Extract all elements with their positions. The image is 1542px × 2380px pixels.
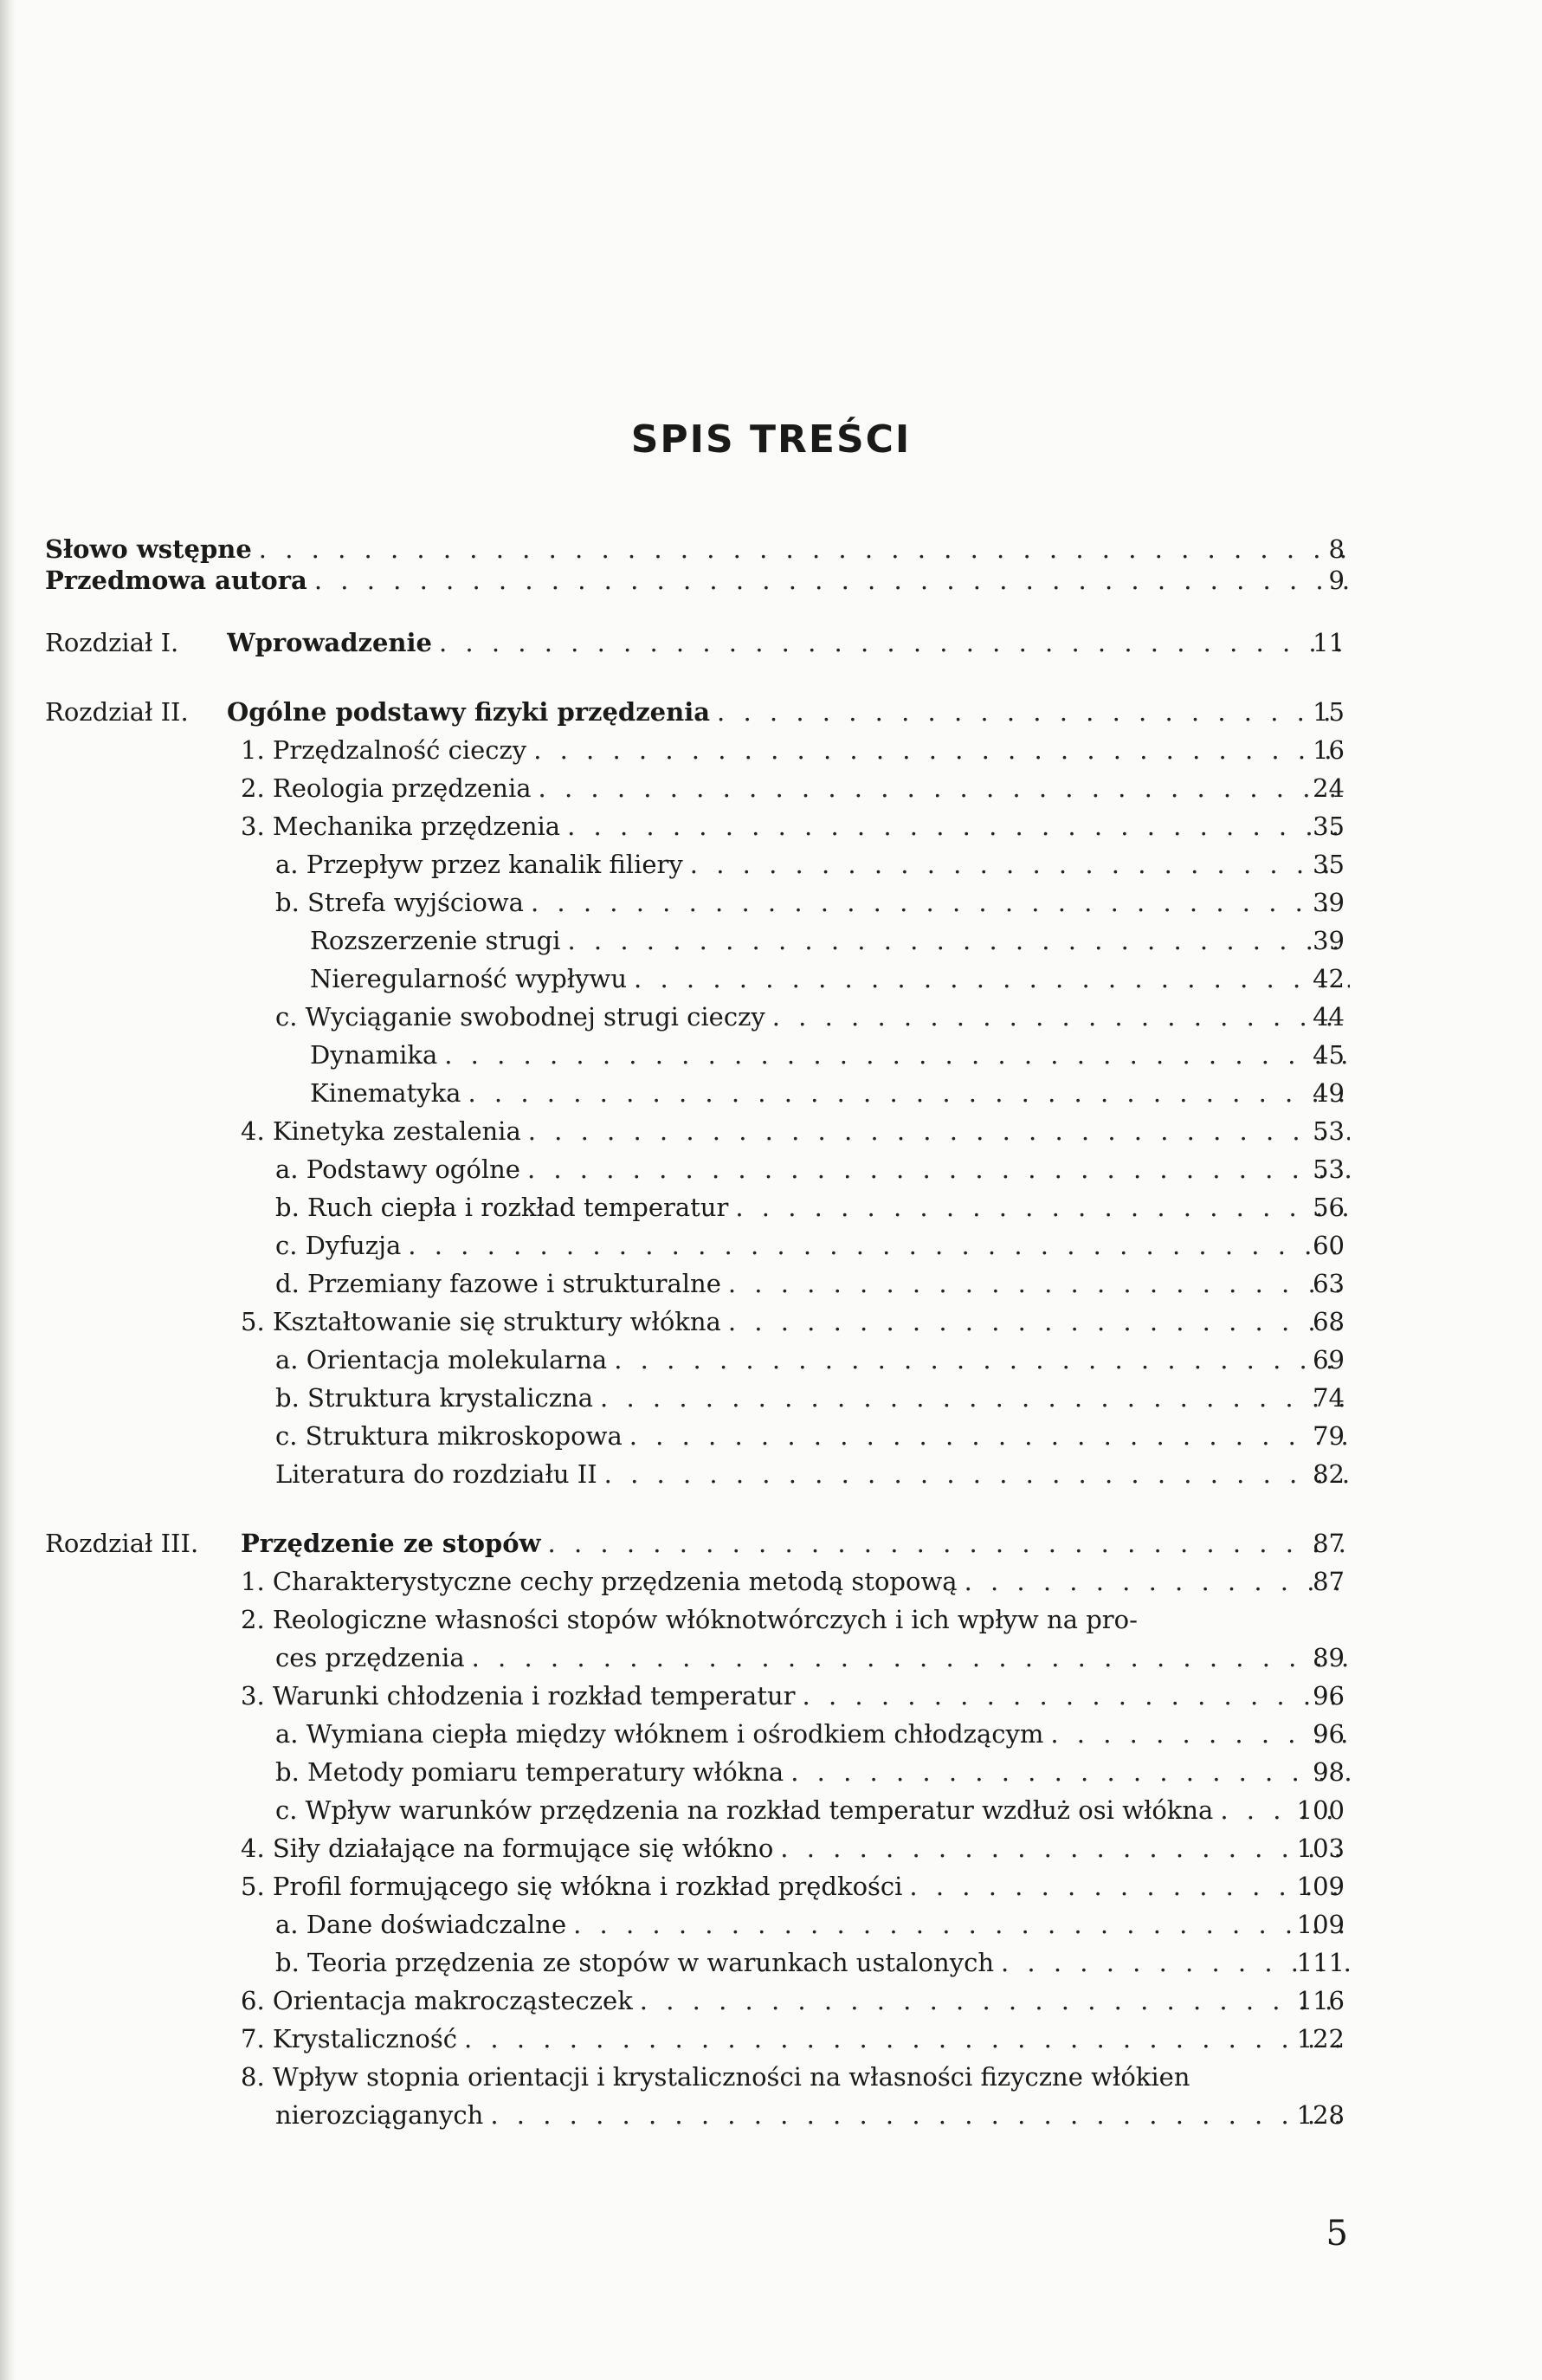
toc-entry-label: d. Przemiany fazowe i strukturalne <box>275 1269 721 1298</box>
toc-entry-label: 3. Mechanika przędzenia <box>241 812 561 841</box>
toc-page-number: 128 <box>1296 2100 1345 2130</box>
toc-entry <box>0 1226 1542 1264</box>
toc-page-number: 49 <box>1313 1078 1345 1108</box>
dot-leader <box>526 731 1350 769</box>
dot-leader <box>597 1455 1350 1493</box>
toc-entry-label: 5. Kształtowanie się struktury włókna <box>241 1307 721 1336</box>
toc-entry-label: Kinematyka <box>310 1078 461 1108</box>
toc-entry <box>0 1791 1542 1829</box>
toc-entry-label: 8. Wpływ stopnia orientacji i krystaliczności na własności fizyczne włókien <box>241 2062 1190 2092</box>
dot-leader <box>560 807 1350 845</box>
toc-entry-line <box>227 624 1350 662</box>
toc-entry-label: Ogólne podstawy fizyki przędzenia <box>227 697 711 727</box>
toc-entry <box>0 624 1542 662</box>
toc-entry-label: b. Strefa wyjściowa <box>275 888 524 917</box>
toc-entry <box>0 1905 1542 1943</box>
toc-page-number: 53 <box>1313 1154 1345 1184</box>
dot-leader <box>784 1753 1350 1791</box>
toc-entry-line <box>241 2020 1350 2058</box>
toc-page-number: 87 <box>1313 1567 1345 1596</box>
toc-entry-label: a. Dane doświadczalne <box>275 1910 567 1939</box>
toc-page-number: 44 <box>1313 1002 1345 1032</box>
toc-entry-label: Dynamika <box>310 1040 438 1070</box>
toc-entry-line <box>275 1715 1350 1753</box>
dot-leader <box>465 1639 1350 1677</box>
toc-page-number: 116 <box>1296 1986 1345 2015</box>
toc-entry-label: 4. Kinetyka zestalenia <box>241 1116 521 1146</box>
toc-entry-label: a. Wymiana ciepła między włóknem i ośrodkiem chłodzącym <box>275 1719 1044 1749</box>
page-title: SPIS TREŚCI <box>630 417 912 462</box>
dot-leader <box>710 693 1350 731</box>
toc-page-number: 9 <box>1328 566 1345 595</box>
toc-entry <box>0 1943 1542 1982</box>
toc-entry <box>0 1074 1542 1112</box>
toc-page-number: 35 <box>1313 812 1345 841</box>
toc-entry-label: b. Struktura krystaliczna <box>275 1383 594 1413</box>
dot-leader <box>521 1112 1350 1150</box>
dot-leader <box>633 1982 1350 2020</box>
toc-entry <box>0 1677 1542 1715</box>
toc-page-number: 98 <box>1313 1757 1345 1787</box>
toc-entry-line <box>275 2096 1350 2134</box>
toc-entry <box>0 693 1542 731</box>
toc-entry-line <box>275 998 1350 1036</box>
toc-entry <box>0 1417 1542 1455</box>
toc-entry-label: b. Ruch ciepła i rozkład temperatur <box>275 1193 729 1222</box>
toc-page-number: 56 <box>1313 1193 1345 1222</box>
page-number: 5 <box>1326 2214 1348 2254</box>
toc-entry-label: c. Dyfuzja <box>275 1231 402 1260</box>
toc-entry <box>0 1524 1542 1562</box>
toc-page-number: 96 <box>1313 1681 1345 1711</box>
toc-entry-label: 4. Siły działające na formujące się włókno <box>241 1834 774 1863</box>
toc-entry-label: b. Metody pomiaru temperatury włókna <box>275 1757 784 1787</box>
toc-page-number: 109 <box>1296 1910 1345 1939</box>
dot-leader <box>623 1417 1350 1455</box>
dot-leader <box>607 1341 1350 1379</box>
toc-entry-label: 6. Orientacja makrocząsteczek <box>241 1986 633 2015</box>
toc-page-number: 42 <box>1313 964 1345 993</box>
dot-leader <box>461 1074 1350 1112</box>
table-of-contents <box>0 530 1542 2176</box>
toc-page-number: 79 <box>1313 1421 1345 1451</box>
toc-entry-line <box>241 769 1350 807</box>
toc-entry <box>0 922 1542 960</box>
dot-leader <box>524 883 1350 922</box>
toc-entry-label: Przędzenie ze stopów <box>241 1529 541 1558</box>
toc-entry-label: Przedmowa autora <box>45 566 307 595</box>
toc-entry-label: Literatura do rozdziału II <box>275 1459 597 1489</box>
toc-entry <box>0 1455 1542 1493</box>
toc-entry <box>0 1753 1542 1791</box>
toc-page-number: 111 <box>1296 1948 1345 1977</box>
dot-leader <box>437 1036 1350 1074</box>
dot-leader <box>307 561 1350 599</box>
toc-entry-line <box>275 1226 1350 1264</box>
dot-leader <box>683 845 1350 883</box>
toc-page-number: 87 <box>1313 1529 1345 1558</box>
toc-page-number: 39 <box>1313 888 1345 917</box>
toc-page-number: 39 <box>1313 926 1345 955</box>
toc-entry <box>0 1188 1542 1226</box>
toc-entry-label: Słowo wstępne <box>45 534 252 564</box>
toc-entry-line <box>275 1455 1350 1493</box>
toc-page-number: 60 <box>1313 1231 1345 1260</box>
toc-entry-line <box>275 883 1350 922</box>
dot-leader <box>541 1524 1350 1562</box>
toc-page-number: 15 <box>1313 697 1345 727</box>
toc-entry-label: 2. Reologia przędzenia <box>241 773 532 803</box>
toc-entry-line <box>45 561 1350 599</box>
toc-entry-line <box>275 845 1350 883</box>
chapter-prefix: Rozdział III. <box>45 1529 199 1558</box>
toc-page-number: 45 <box>1313 1040 1345 1070</box>
toc-entry-line <box>241 807 1350 845</box>
toc-page-number: 89 <box>1313 1643 1345 1672</box>
toc-page-number: 69 <box>1313 1345 1345 1374</box>
toc-entry <box>0 1112 1542 1150</box>
toc-page-number: 68 <box>1313 1307 1345 1336</box>
dot-leader <box>560 922 1350 960</box>
toc-entry-line <box>241 1303 1350 1341</box>
toc-entry-line <box>241 1677 1350 1715</box>
dot-leader <box>483 2096 1350 2134</box>
toc-entry-label: a. Przepływ przez kanalik filiery <box>275 850 683 879</box>
dot-leader <box>593 1379 1350 1417</box>
toc-entry-label: b. Teoria przędzenia ze stopów w warunkach ustalonych <box>275 1948 994 1977</box>
dot-leader <box>566 1905 1350 1943</box>
toc-page-number: 74 <box>1313 1383 1345 1413</box>
toc-entry-line <box>241 1829 1350 1867</box>
toc-entry-label: Rozszerzenie strugi <box>310 926 561 955</box>
toc-page-number: 53 <box>1313 1116 1345 1146</box>
dot-leader <box>520 1150 1350 1188</box>
toc-entry-label: 1. Przędzalność cieczy <box>241 735 527 765</box>
dot-leader <box>457 2020 1350 2058</box>
toc-page-number: 24 <box>1313 773 1345 803</box>
toc-entry-label: 5. Profil formującego się włókna i rozkład prędkości <box>241 1872 903 1901</box>
toc-entry <box>0 960 1542 998</box>
toc-entry <box>0 1829 1542 1867</box>
toc-page-number: 122 <box>1296 2024 1345 2053</box>
toc-entry-line <box>275 1943 1350 1982</box>
dot-leader <box>765 998 1350 1036</box>
dot-leader <box>796 1677 1350 1715</box>
toc-entry-line <box>241 731 1350 769</box>
toc-entry <box>0 1562 1542 1601</box>
toc-entry-label: 3. Warunki chłodzenia i rozkład temperatur <box>241 1681 796 1711</box>
toc-entry <box>0 1601 1542 1639</box>
toc-entry <box>0 1303 1542 1341</box>
toc-entry <box>0 1639 1542 1677</box>
toc-page-number: 82 <box>1313 1459 1345 1489</box>
toc-entry <box>0 845 1542 883</box>
toc-entry-line <box>275 1753 1350 1791</box>
toc-entry <box>0 1264 1542 1303</box>
toc-page-number: 8 <box>1328 534 1345 564</box>
toc-page-number: 63 <box>1313 1269 1345 1298</box>
toc-entry <box>0 1341 1542 1379</box>
toc-entry-line <box>310 1074 1350 1112</box>
toc-entry <box>0 1715 1542 1753</box>
toc-entry-label: c. Struktura mikroskopowa <box>275 1421 623 1451</box>
toc-page-number: 35 <box>1313 850 1345 879</box>
toc-entry-line <box>275 1417 1350 1455</box>
toc-entry-label: 7. Krystaliczność <box>241 2024 457 2053</box>
toc-entry-line <box>310 1036 1350 1074</box>
toc-entry-label: c. Wyciąganie swobodnej strugi cieczy <box>275 1002 765 1032</box>
toc-page-number: 11 <box>1313 628 1345 657</box>
toc-entry <box>0 1867 1542 1905</box>
dot-leader <box>432 624 1350 662</box>
dot-leader <box>627 960 1350 998</box>
toc-entry-line <box>275 1264 1350 1303</box>
toc-entry-label: 2. Reologiczne własności stopów włóknotwórczych i ich wpływ na pro- <box>241 1605 1138 1634</box>
toc-entry-line <box>241 1867 1350 1905</box>
chapter-prefix: Rozdział I. <box>45 628 179 657</box>
toc-entry <box>0 2058 1542 2096</box>
dot-leader <box>401 1226 1350 1264</box>
toc-entry-line <box>310 922 1350 960</box>
toc-entry <box>0 807 1542 845</box>
toc-entry-line <box>310 960 1350 998</box>
toc-entry-line <box>275 1188 1350 1226</box>
toc-entry <box>0 769 1542 807</box>
toc-entry <box>0 1036 1542 1074</box>
toc-entry <box>0 1379 1542 1417</box>
toc-entry-label: ces przędzenia <box>275 1643 465 1672</box>
toc-entry <box>0 883 1542 922</box>
toc-entry-label: 1. Charakterystyczne cechy przędzenia metodą stopową <box>241 1567 958 1596</box>
toc-entry-line <box>275 1905 1350 1943</box>
dot-leader <box>721 1303 1350 1341</box>
toc-entry-line <box>275 1341 1350 1379</box>
toc-entry-line <box>241 1982 1350 2020</box>
toc-entry <box>0 561 1542 599</box>
toc-entry <box>0 731 1542 769</box>
toc-entry-line <box>241 1562 1350 1601</box>
toc-page-number: 109 <box>1296 1872 1345 1901</box>
chapter-prefix: Rozdział II. <box>45 697 189 727</box>
toc-entry-label: Nieregularność wypływu <box>310 964 628 993</box>
toc-entry-label: Wprowadzenie <box>227 628 432 657</box>
toc-page-number: 16 <box>1313 735 1345 765</box>
toc-page-number: 96 <box>1313 1719 1345 1749</box>
toc-entry-label: a. Orientacja molekularna <box>275 1345 608 1374</box>
toc-entry-line <box>275 1150 1350 1188</box>
toc-entry-line <box>275 1379 1350 1417</box>
toc-entry-line <box>275 1791 1350 1829</box>
toc-entry <box>0 998 1542 1036</box>
toc-entry <box>0 1982 1542 2020</box>
dot-leader <box>532 769 1350 807</box>
dot-leader <box>728 1188 1350 1226</box>
toc-entry-line <box>241 1112 1350 1150</box>
toc-entry-label: c. Wpływ warunków przędzenia na rozkład temperatur wzdłuż osi włókna <box>275 1795 1214 1825</box>
toc-entry <box>0 2020 1542 2058</box>
toc-entry-line <box>227 693 1350 731</box>
toc-entry <box>0 1150 1542 1188</box>
toc-page-number: 100 <box>1296 1795 1345 1825</box>
toc-page-number: 103 <box>1296 1834 1345 1863</box>
toc-entry-line <box>275 1639 1350 1677</box>
dot-leader <box>773 1829 1350 1867</box>
toc-entry-label: nierozciąganych <box>275 2100 484 2130</box>
toc-entry-label: a. Podstawy ogólne <box>275 1154 520 1184</box>
dot-leader <box>721 1264 1350 1303</box>
toc-entry <box>0 2096 1542 2134</box>
toc-entry-line <box>241 1524 1350 1562</box>
